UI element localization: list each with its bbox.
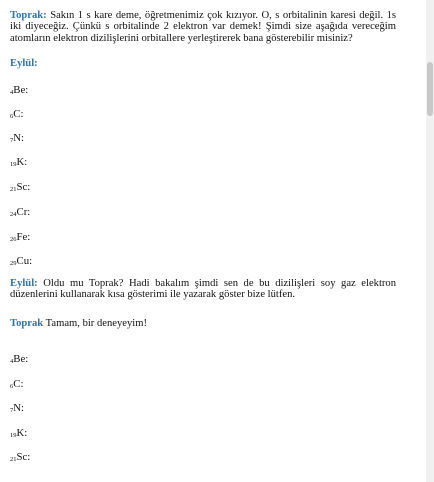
list1-item	[10, 156, 27, 168]
atomic-number: 4	[10, 358, 14, 365]
toprak-reply	[10, 318, 396, 329]
atomic-number: 6	[10, 383, 14, 390]
scrollbar-thumb[interactable]	[427, 62, 433, 116]
atomic-number: 24	[10, 211, 17, 218]
toprak-question-text: Sakın 1 s kare deme, öğretmenimiz çok kızıyor. O, s orbitalinin karesi değil. 1s iki diyeceğiz. Çünkü s orbitalinde 2 elektron var demek! Şimdi size aşağıda vereceğim atomların elektron dizilişlerini orbitallere yerleştirerek bana gösterebilir misiniz?	[10, 10, 396, 44]
list1-item	[10, 255, 32, 267]
speaker-toprak: Toprak:	[10, 10, 47, 21]
list1-item	[10, 231, 30, 243]
speaker-eylul: Eylül:	[10, 58, 38, 69]
element-symbol: Sc:	[16, 181, 31, 193]
eylul-request-text: Oldu mu Toprak? Hadi bakalım şimdi sen de bu dizilişleri soy gaz elektron düzenlerini kullanarak kısa gösterimi ile yazarak göster bize lütfen.	[10, 278, 397, 301]
list1-item	[10, 206, 30, 218]
list1-item	[10, 84, 28, 96]
element-symbol: K:	[16, 427, 28, 439]
element-symbol: C:	[13, 108, 24, 120]
speaker-eylul: Eylül:	[10, 278, 38, 289]
atomic-number: 7	[10, 407, 14, 414]
element-symbol: Cr:	[16, 206, 31, 218]
list2-item	[10, 378, 23, 390]
atomic-number: 29	[10, 260, 17, 267]
toprak-reply-text: Tamam, bir deneyeyim!	[45, 318, 147, 329]
list2-item	[10, 427, 27, 439]
list1-item	[10, 132, 24, 144]
element-symbol: C:	[13, 378, 24, 390]
atomic-number: 19	[10, 432, 17, 439]
element-symbol: Sc:	[16, 451, 31, 463]
element-symbol: Be:	[13, 353, 29, 365]
list2-item	[10, 451, 30, 463]
eylul-paragraph	[10, 278, 396, 301]
list2-item	[10, 402, 24, 414]
list1-item	[10, 108, 23, 120]
atomic-number: 21	[10, 456, 17, 463]
atomic-number: 21	[10, 186, 17, 193]
element-symbol: Fe:	[16, 231, 31, 243]
atomic-number: 6	[10, 113, 14, 120]
atomic-number: 7	[10, 137, 14, 144]
toprak-paragraph	[10, 10, 396, 44]
list1-item	[10, 181, 30, 193]
atomic-number: 19	[10, 161, 17, 168]
element-symbol: Be:	[13, 84, 29, 96]
vertical-scrollbar[interactable]	[426, 0, 434, 482]
element-symbol: N:	[13, 402, 25, 414]
list2-item	[10, 353, 28, 365]
speaker-toprak: Toprak	[10, 318, 44, 329]
speaker-eylul-heading	[10, 58, 396, 69]
element-symbol: K:	[16, 156, 28, 168]
element-symbol: N:	[13, 132, 25, 144]
atomic-number: 4	[10, 89, 14, 96]
atomic-number: 26	[10, 236, 17, 243]
element-symbol: Cu:	[16, 255, 33, 267]
